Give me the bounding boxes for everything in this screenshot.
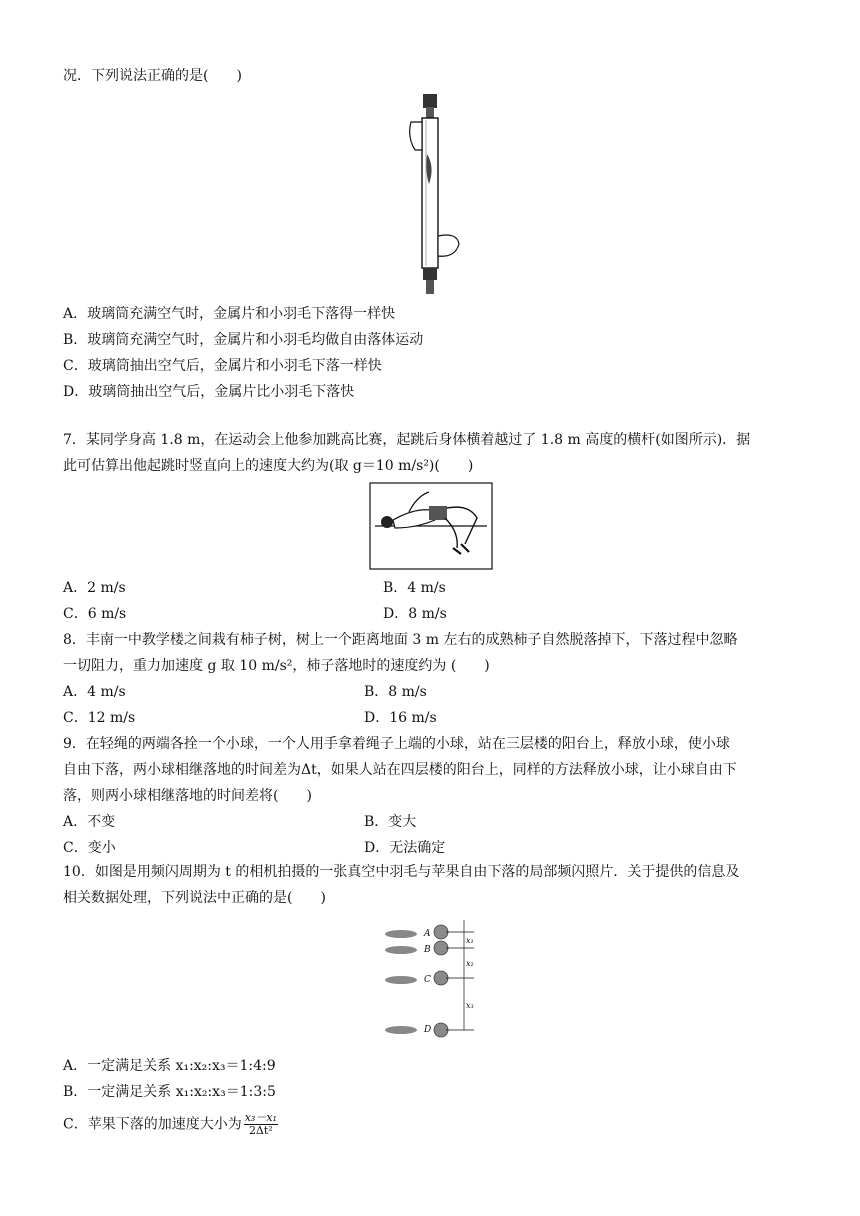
- feather-c: [385, 976, 417, 984]
- label-d: D: [424, 1025, 432, 1035]
- newton-tube-figure: [405, 92, 465, 298]
- gap-label-x2: x₂: [466, 959, 474, 968]
- q6-option-b: B．玻璃筒充满空气时，金属片和小羽毛均做自由落体运动: [63, 332, 424, 348]
- tube-valve-bottom: [426, 280, 434, 294]
- q6-option-a: A．玻璃筒充满空气时，金属片和小羽毛下落得一样快: [63, 306, 396, 322]
- q9-stem-line2: 自由下落，两小球相继落地的时间差为Δt，如果人站在四层楼的阳台上，同样的方法释放小球，让小球自由下: [63, 762, 737, 778]
- jumper-head: [381, 516, 393, 528]
- q9-option-b: B．变大: [364, 814, 417, 830]
- apple-c: [434, 971, 448, 985]
- upper-hand: [410, 122, 422, 150]
- q7-option-a: A．2 m/s: [63, 580, 126, 596]
- gap-label-x3: x₃: [466, 1001, 474, 1010]
- strobe-photo-figure: [384, 918, 484, 1048]
- feather-a: [385, 930, 417, 938]
- q8-stem-line1: 8．丰南一中教学楼之间栽有柿子树，树上一个距离地面 3 m 左右的成熟柿子自然脱落掉下，下落过程中忽略: [63, 632, 738, 648]
- tube-cap-top: [423, 94, 437, 108]
- q9-option-c: C．变小: [63, 840, 116, 856]
- tube-valve-top: [426, 107, 434, 119]
- q10-stem-line1: 10．如图是用频闪周期为 t 的相机拍摄的一张真空中羽毛与苹果自由下落的局部频闪照片．关于提供的信息及: [63, 864, 740, 880]
- frame-c: [385, 971, 448, 985]
- q8-stem-line2: 一切阻力，重力加速度 g 取 10 m/s²，柿子落地时的速度约为 ( ): [63, 658, 490, 674]
- q10-option-a: A．一定满足关系 x₁:x₂:x₃＝1:4:9: [63, 1058, 276, 1074]
- feather-b: [385, 946, 417, 954]
- tube-cap-bottom: [423, 268, 437, 280]
- fraction-denominator: 2Δt²: [248, 1124, 273, 1137]
- q8-option-a: A．4 m/s: [63, 684, 126, 700]
- label-b: B: [424, 945, 431, 955]
- feather-d: [385, 1026, 417, 1034]
- frame-a: [385, 925, 448, 939]
- q9-stem-line3: 落，则两小球相继落地的时间差将( ): [63, 788, 312, 804]
- glass-tube: [422, 118, 438, 268]
- jumper-shorts: [429, 506, 447, 520]
- acceleration-fraction: [244, 1112, 278, 1137]
- frame-d: [385, 1023, 448, 1037]
- fraction-numerator: x₃－x₁: [244, 1111, 277, 1124]
- q10-option-c-prefix: C．苹果下落的加速度大小为: [63, 1116, 242, 1133]
- q7-option-b: B．4 m/s: [383, 580, 446, 596]
- apple-d: [434, 1023, 448, 1037]
- q9-option-d: D．无法确定: [364, 840, 446, 856]
- q9-option-a: A．不变: [63, 814, 116, 830]
- q10-stem-line2: 相关数据处理，下列说法中正确的是( ): [63, 890, 326, 906]
- q6-option-d: D．玻璃筒抽出空气后，金属片比小羽毛下落快: [63, 384, 355, 400]
- label-a: A: [424, 929, 431, 939]
- q6-stem: 况．下列说法正确的是( ): [63, 68, 242, 84]
- gap-label-x1: x₁: [466, 936, 474, 945]
- q7-option-d: D．8 m/s: [383, 606, 447, 622]
- q9-stem-line1: 9．在轻绳的两端各拴一个小球，一个人用手拿着绳子上端的小球，站在三层楼的阳台上，释放小球，使小球: [63, 736, 730, 752]
- apple-a: [434, 925, 448, 939]
- label-c: C: [424, 975, 431, 985]
- q8-option-c: C．12 m/s: [63, 710, 136, 726]
- q7-stem-line1: 7．某同学身高 1.8 m，在运动会上他参加跳高比赛，起跳后身体横着越过了 1.8 m 高度的横杆(如图所示)．据: [63, 432, 751, 448]
- q6-option-c: C．玻璃筒抽出空气后，金属片和小羽毛下落一样快: [63, 358, 382, 374]
- apple-b: [434, 941, 448, 955]
- q10-option-b: B．一定满足关系 x₁:x₂:x₃＝1:3:5: [63, 1084, 276, 1100]
- frame-b: [385, 941, 448, 955]
- q10-option-c: [63, 1112, 278, 1137]
- q7-option-c: C．6 m/s: [63, 606, 127, 622]
- high-jump-figure: [369, 482, 493, 570]
- q7-stem-line2: 此可估算出他起跳时竖直向上的速度大约为(取 g＝10 m/s²)( ): [63, 458, 474, 474]
- lower-hand: [438, 235, 459, 256]
- q8-option-d: D．16 m/s: [364, 710, 437, 726]
- q8-option-b: B．8 m/s: [364, 684, 427, 700]
